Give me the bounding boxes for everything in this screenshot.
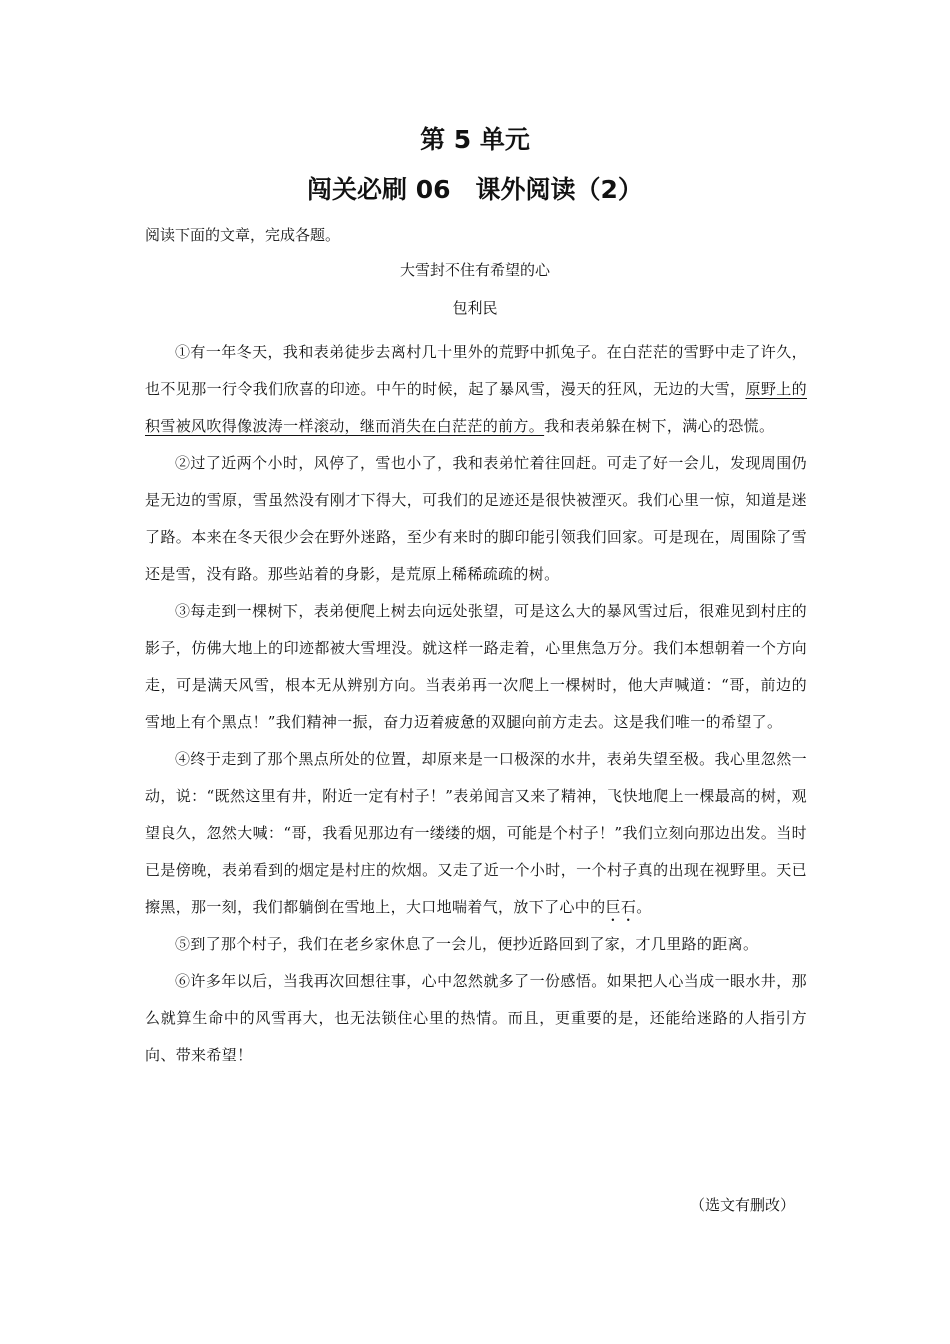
paragraph-3: ③每走到一棵树下，表弟便爬上树去向远处张望，可是这么大的暴风雪过后，很难见到村庄的影子，仿佛大地上的印迹都被大雪埋没。就这样一路走着，心里焦急万分。我们本想朝着一个方向走，可是满天风雪，根本无从辨别方向。当表弟再一次爬上一棵树时，他大声喊道：“哥，前边的雪地上有个黑点！”我们精神一振，奋力迈着疲惫的双腿向前方走去。这是我们唯一的希望了。 <box>145 602 807 731</box>
article-title: 大雪封不住有希望的心 <box>399 261 550 279</box>
paragraph-4-text: ④终于走到了那个黑点所处的位置，却原来是一口极深的水井，表弟失望至极。我心里忽然一动，说：“既然这里有井，附近一定有村子！”表弟闻言又来了精神，飞快地爬上一棵最高的树，观望良久，忽然大喊：“哥，我看见那边有一缕缕的烟，可能是个村子！”我们立刻向那边出发。当时已是傍晚，表弟看到的烟定是村庄的炊烟。又走了近一个小时，一个村子真的出现在视野里。天已擦黑，那一刻，我们都躺倒在雪地上，大口地喘着气，放下了心中的 <box>145 750 807 916</box>
instruction-text: 阅读下面的文章，完成各题。 <box>145 226 341 244</box>
paragraph-1-text: ①有一年冬天，我和表弟徒步去离村几十里外的荒野中抓兔子。在白茫茫的雪野中走了许久，也不见那一行令我们欣喜的印迹。中午的时候，起了暴风雪，漫天的狂风，无边的大雪， <box>145 343 807 398</box>
underlined-sentence: 原野上的积雪被风吹得像波涛一样滚动，继而消失在白茫茫的前方。 <box>145 380 807 435</box>
paragraph-1 <box>145 334 807 445</box>
paragraph-5: ⑤到了那个村子，我们在老乡家休息了一会儿，便抄近路回到了家，才几里路的距离。 <box>175 935 759 953</box>
source-note: （选文有删改） <box>689 1196 795 1214</box>
paragraph-4-tail: 。 <box>636 898 652 916</box>
unit-title: 第 5 单元 <box>420 125 530 154</box>
emphasized-word: 巨石 <box>605 898 637 916</box>
article-body <box>145 334 807 1074</box>
page-title: 闯关必刷 06 课外阅读（2） <box>307 175 643 204</box>
paragraph-2: ②过了近两个小时，风停了，雪也小了，我和表弟忙着往回赶。可走了好一会儿，发现周围仍是无边的雪原，雪虽然没有刚才下得大，可我们的足迹还是很快被湮灭。我们心里一惊，知道是迷了路。本来在冬天很少会在野外迷路，至少有来时的脚印能引领我们回家。可是现在，周围除了雪还是雪，没有路。那些站着的身影，是荒原上稀稀疏疏的树。 <box>145 454 807 583</box>
paragraph-4 <box>145 741 807 926</box>
paragraph-1-tail: 我和表弟躲在树下，满心的恐慌。 <box>544 417 775 435</box>
paragraph-6: ⑥许多年以后，当我再次回想往事，心中忽然就多了一份感悟。如果把人心当成一眼水井，那么就算生命中的风雪再大，也无法锁住心里的热情。而且，更重要的是，还能给迷路的人指引方向、带来希望！ <box>145 972 807 1064</box>
article-author: 包利民 <box>452 299 498 317</box>
